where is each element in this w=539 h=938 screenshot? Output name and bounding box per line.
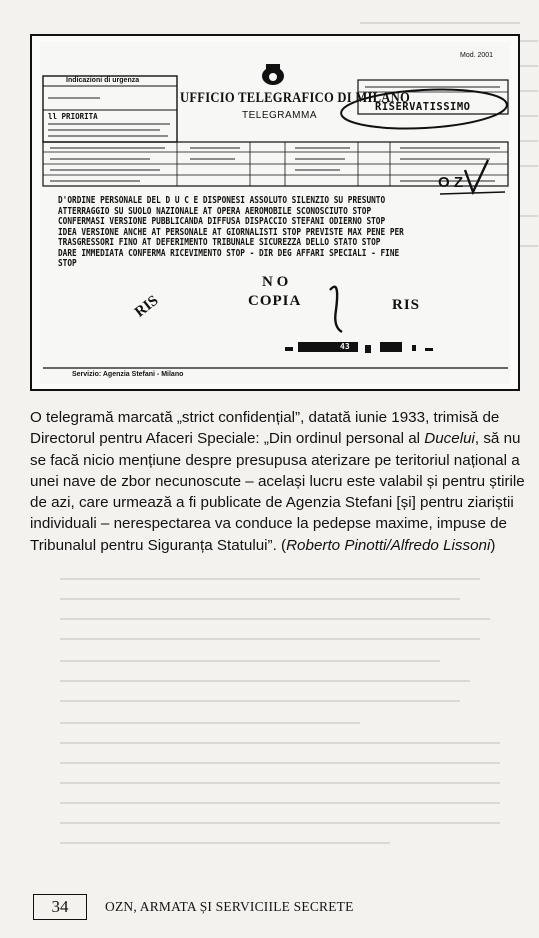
footer-label: Servizio: Agenzia Stefani - Milano xyxy=(72,371,184,378)
running-head: OZN, ARMATA ȘI SERVICIILE SECRETE xyxy=(105,899,354,914)
page-number-box xyxy=(33,894,87,920)
caption-line: Directorul pentru Afaceri Speciale: „Din ordinul personal al Ducelui, să nu xyxy=(30,430,521,448)
message-line: ATTERRAGGIO SU SUOLO NAZIONALE AT OPERA AEROMOBILE SCONOSCIUTO STOP xyxy=(58,205,372,217)
caption-line: se facă nicio mențiune despre presupusa aterizare pe teritoriul național a xyxy=(30,451,520,469)
stamp-no: N O xyxy=(262,274,289,290)
page-footer xyxy=(33,894,513,924)
office-title: UFFICIO TELEGRAFICO DI MILANO xyxy=(180,90,411,106)
urgency-value: ll PRIORITA xyxy=(48,112,98,121)
telegram-message xyxy=(58,196,503,270)
stamp-ris-right: RIS xyxy=(392,297,421,313)
telegram-figure xyxy=(30,34,520,391)
figure-caption xyxy=(30,407,525,556)
caption-line: individuali – nerespectarea va conduce la pedepse maxime, impuse de xyxy=(30,515,508,533)
urgency-box-label: Indicazioni di urgenza xyxy=(66,77,140,84)
page-number: 34 xyxy=(51,897,69,916)
form-number: Mod. 2001 xyxy=(460,52,494,59)
stamp-copia: COPIA xyxy=(248,293,302,309)
caption-line: de azi, care urmează a fi publicate de Agenzia Stefani [și] pentru ziariștii xyxy=(30,494,514,512)
message-line: DARE IMMEDIATA CONFERMA RICEVIMENTO STOP - DIR DEG AFFARI SPECIALI - FINE xyxy=(58,247,400,259)
stamp-number: 43 xyxy=(340,342,350,351)
message-line: D'ORDINE PERSONALE DEL D U C E DISPONESI ASSOLUTO SILENZIO SU PRESUNTO xyxy=(58,195,386,206)
caption-line: O telegramă marcată „strict confidențial”, datată iunie 1933, trimisă de xyxy=(30,409,500,426)
coat-of-arms-icon xyxy=(262,64,284,85)
caption-line: Tribunalul pentru Siguranța Statului”. (Roberto Pinotti/Alfredo Lissoni) xyxy=(30,536,496,554)
caption-line: unei nave de zbor necunoscute – același lucru este valabil și pentru știrile xyxy=(30,472,525,490)
doc-type: TELEGRAMMA xyxy=(242,110,318,121)
circled-stamp: RISERVATISSIMO xyxy=(375,101,471,113)
message-line: IDEA VERSIONE ANCHE AT PERSONALE AT GIORNALISTI STOP PREVISTE MAX PENE PER xyxy=(58,226,404,238)
stamp-ris-left: RIS xyxy=(132,292,162,321)
message-line: STOP xyxy=(58,258,77,269)
message-line: TRASGRESSORI FINO AT DEFERIMENTO TRIBUNALE SICUREZZA DELLO STATO STOP xyxy=(58,237,381,248)
message-line: CONFERMASI VERSIONE PUBBLICANDA DIFFUSA DISPACCIO STEFANI ODIERNO STOP xyxy=(58,216,386,227)
oz-mark: O Z xyxy=(438,174,463,191)
